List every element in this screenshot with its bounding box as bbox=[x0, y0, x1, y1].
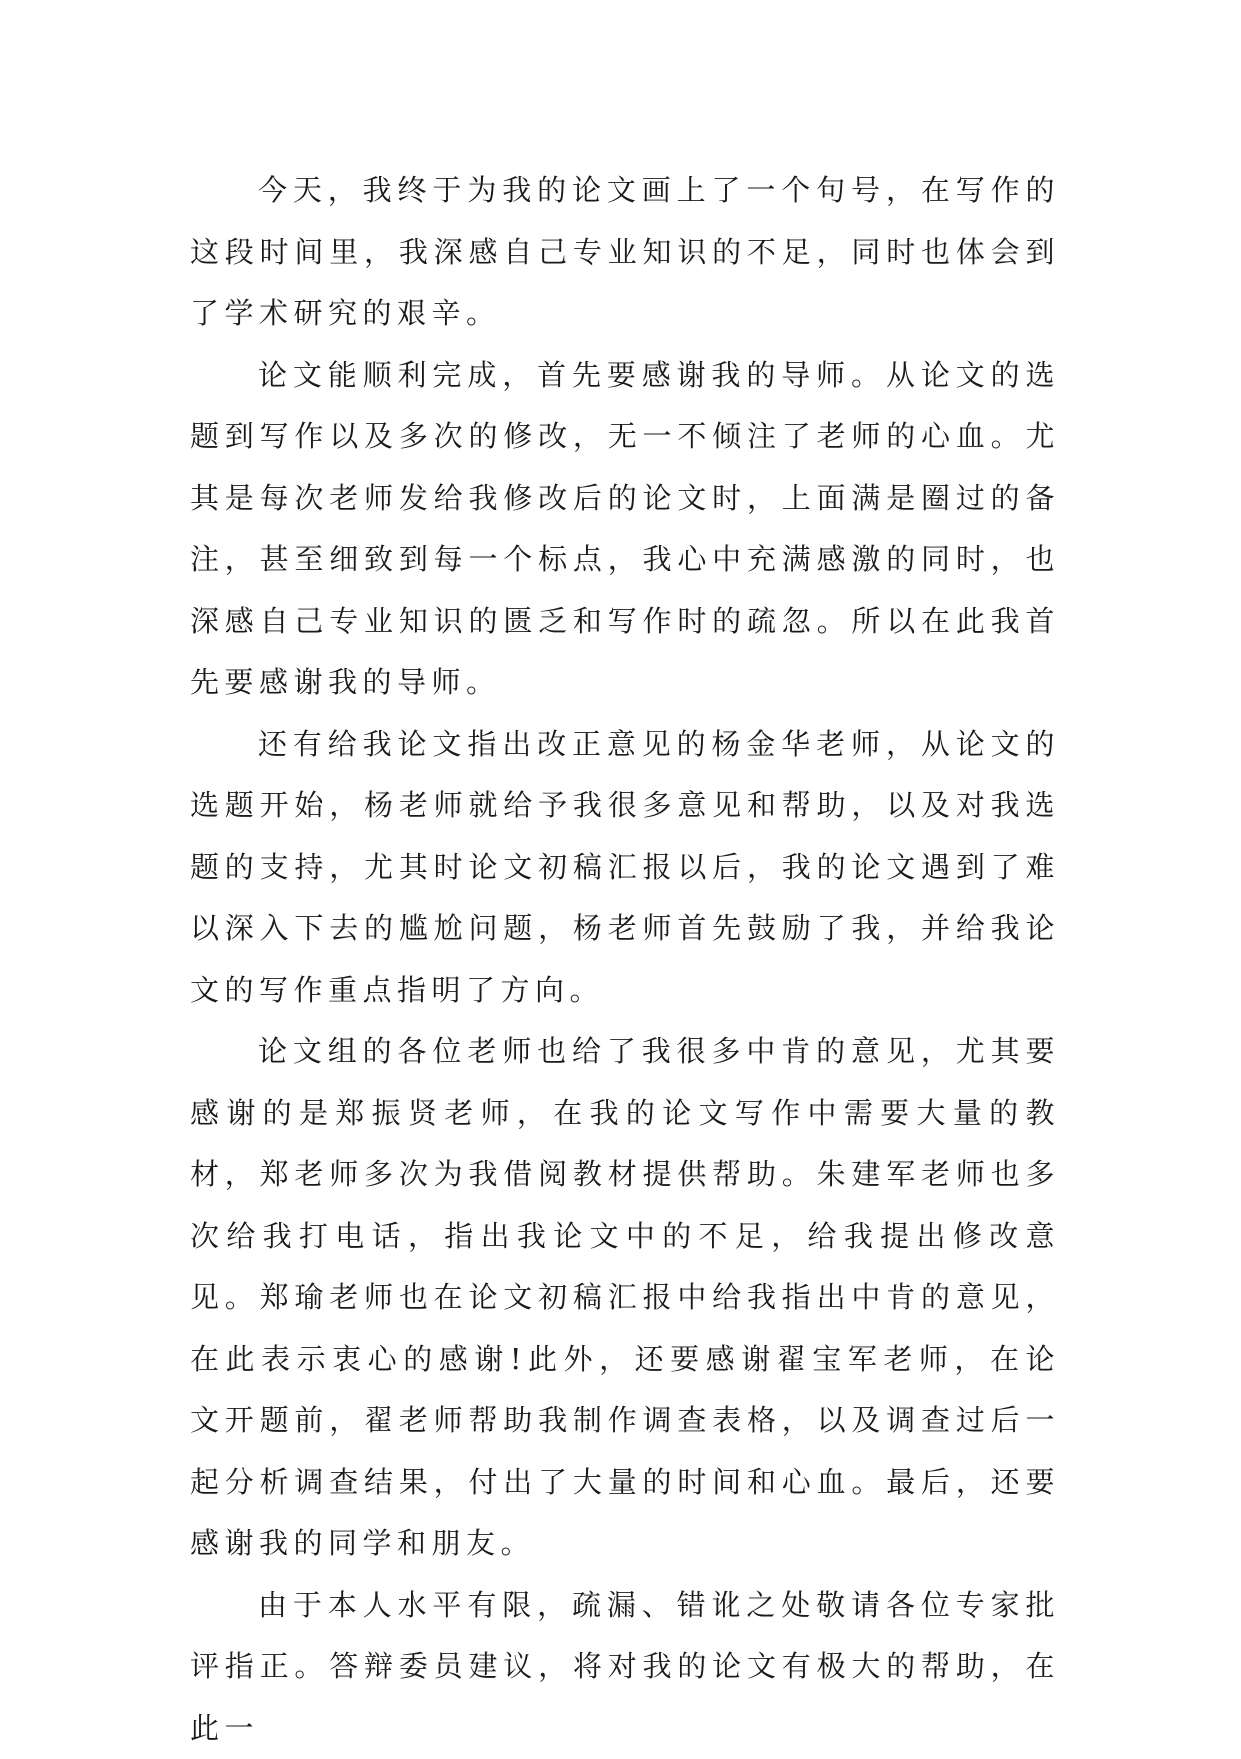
paragraph: 由于本人水平有限，疏漏、错讹之处敬请各位专家批评指正。答辩委员建议，将对我的论文有极大的帮助，在此一 bbox=[190, 1575, 1060, 1759]
paragraph: 还有给我论文指出改正意见的杨金华老师，从论文的选题开始，杨老师就给予我很多意见和帮助，以及对我选题的支持，尤其时论文初稿汇报以后，我的论文遇到了难以深入下去的尴尬问题，杨老师首先鼓励了我，并给我论文的写作重点指明了方向。 bbox=[190, 714, 1060, 1022]
paragraph: 论文组的各位老师也给了我很多中肯的意见，尤其要感谢的是郑振贤老师，在我的论文写作中需要大量的教材，郑老师多次为我借阅教材提供帮助。朱建军老师也多次给我打电话，指出我论文中的不足，给我提出修改意见。郑瑜老师也在论文初稿汇报中给我指出中肯的意见，在此表示衷心的感谢!此外，还要感谢翟宝军老师，在论文开题前，翟老师帮助我制作调查表格，以及调查过后一起分析调查结果，付出了大量的时间和心血。最后，还要感谢我的同学和朋友。 bbox=[190, 1021, 1060, 1575]
paragraph: 今天，我终于为我的论文画上了一个句号，在写作的这段时间里，我深感自己专业知识的不足，同时也体会到了学术研究的艰辛。 bbox=[190, 160, 1060, 345]
paragraph: 论文能顺利完成，首先要感谢我的导师。从论文的选题到写作以及多次的修改，无一不倾注了老师的心血。尤其是每次老师发给我修改后的论文时，上面满是圈过的备注，甚至细致到每一个标点，我心中充满感激的同时，也深感自己专业知识的匮乏和写作时的疏忽。所以在此我首先要感谢我的导师。 bbox=[190, 345, 1060, 714]
document-body bbox=[190, 160, 1060, 1759]
